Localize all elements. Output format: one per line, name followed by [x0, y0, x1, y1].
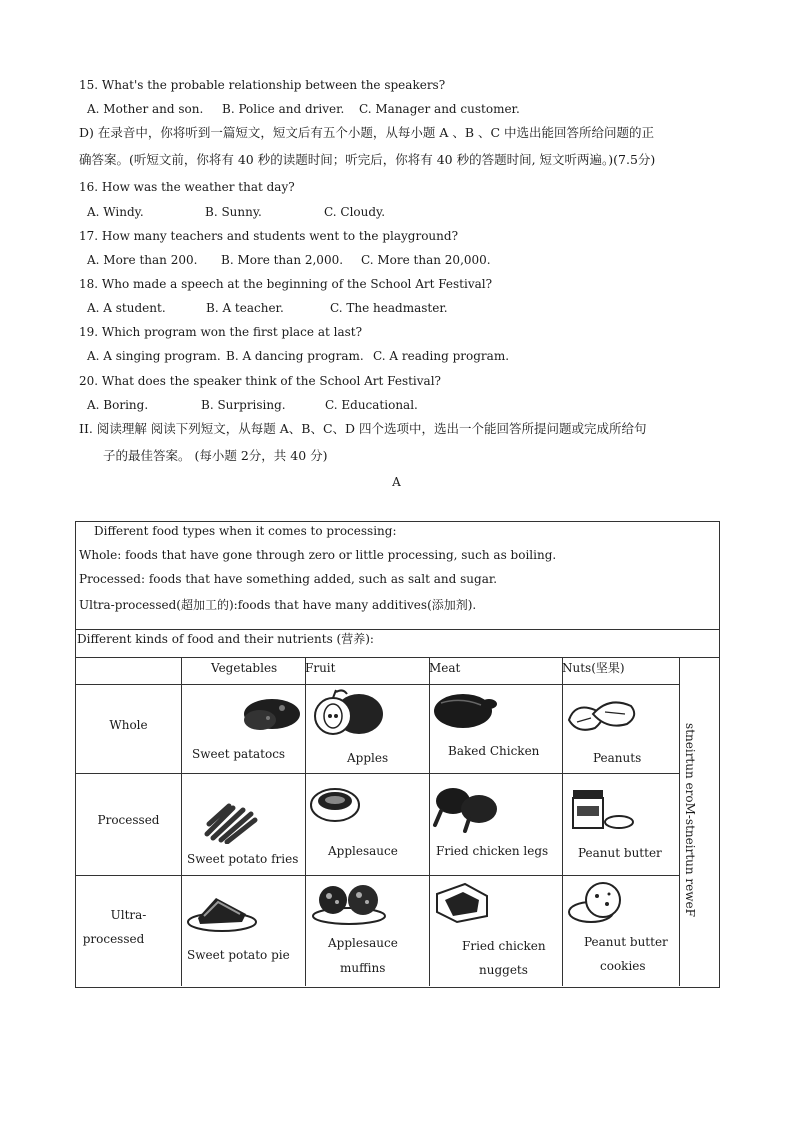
whole-vegetable-label: Sweet patatocs [192, 747, 286, 761]
column-vegetables: Vegetables [211, 661, 278, 675]
ultra-fruit-label-1: Applesauce [328, 936, 398, 950]
ultra-nuts-label-2: cookies [600, 959, 646, 973]
processed-vegetable-label: Sweet potato fries [187, 852, 299, 866]
question-20: 20. What does the speaker think of the School Art Festival? [79, 374, 441, 388]
question-19: 19. Which program won the first place at last? [79, 325, 363, 339]
q19-option-a[interactable]: A. A singing program. [87, 349, 221, 363]
table-divider [75, 684, 679, 685]
section-d-instructions-line2: 确答案。(听短文前，你将有 40 秒的读题时间；听完后，你将有 40 秒的答题时间, 短文听两遍。)(7.5分) [79, 152, 656, 167]
section-d-instructions-line1: D) 在录音中，你将听到一篇短文，短文后有五个小题，从每小题 A 、B 、C 中选出能回答所给问题的正 [79, 125, 655, 140]
column-fruit: Fruit [305, 661, 336, 675]
row-label-ultra-1: Ultra- [110, 908, 147, 922]
applesauce-image [307, 783, 363, 823]
baked-chicken-image [431, 689, 501, 733]
q15-option-a[interactable]: A. Mother and son. [87, 102, 204, 116]
apples-image [307, 686, 387, 736]
column-meat: Meat [429, 661, 461, 675]
q16-option-c[interactable]: C. Cloudy. [324, 205, 386, 219]
whole-definition: Whole: foods that have gone through zero or little processing, such as boiling. [79, 548, 557, 562]
q17-option-c[interactable]: C. More than 20,000. [361, 253, 491, 267]
table-divider [75, 657, 719, 658]
ultra-meat-label-2: nuggets [479, 963, 528, 977]
question-18: 18. Who made a speech at the beginning of the School Art Festival? [79, 277, 493, 291]
table-divider [75, 773, 679, 774]
q18-option-a[interactable]: A. A student. [87, 301, 166, 315]
question-15: 15. What's the probable relationship between the speakers? [79, 78, 446, 92]
table-divider [305, 657, 306, 986]
column-nuts: Nuts(坚果) [562, 661, 625, 675]
kinds-heading: Different kinds of food and their nutrients (营养): [77, 632, 374, 646]
question-17: 17. How many teachers and students went to the playground? [79, 229, 458, 243]
table-divider [679, 657, 680, 986]
row-label-processed: Processed [97, 813, 160, 827]
table-divider [75, 875, 679, 876]
q19-option-c[interactable]: C. A reading program. [373, 349, 510, 363]
whole-meat-label: Baked Chicken [448, 744, 540, 758]
q15-option-c[interactable]: C. Manager and customer. [359, 102, 520, 116]
q19-option-b[interactable]: B. A dancing program. [226, 349, 364, 363]
q18-option-b[interactable]: B. A teacher. [206, 301, 284, 315]
ultra-meat-label-1: Fried chicken [462, 939, 546, 953]
table-divider [562, 657, 563, 986]
table-divider [181, 657, 182, 986]
passage-label: A [392, 475, 401, 489]
table-divider [75, 629, 719, 630]
sweet-potato-pie-image [184, 890, 260, 934]
processed-definition: Processed: foods that have something added, such as salt and sugar. [79, 572, 498, 586]
reading-heading-line1: II. 阅读理解 阅读下列短文，从每题 A、B、C、D 四个选项中，选出一个能回答所提问题或完成所给句 [79, 421, 647, 436]
q17-option-a[interactable]: A. More than 200. [87, 253, 198, 267]
ultra-nuts-label-1: Peanut butter [584, 935, 668, 949]
nutrient-side-note: stneirtun eroM-stneirtun reweF [683, 723, 697, 917]
table-divider [429, 657, 430, 986]
q18-option-c[interactable]: C. The headmaster. [330, 301, 448, 315]
processed-meat-label: Fried chicken legs [436, 844, 549, 858]
peanut-butter-image [569, 784, 635, 832]
ultra-processed-definition: Ultra-processed(超加工的):foods that have many additives(添加剂). [79, 598, 477, 612]
ultra-fruit-label-2: muffins [340, 961, 386, 975]
applesauce-muffins-image [309, 880, 389, 926]
chicken-nuggets-image [431, 878, 495, 926]
reading-heading-line2: 子的最佳答案。 (每小题 2分，共 40 分) [103, 448, 328, 463]
q16-option-a[interactable]: A. Windy. [87, 205, 144, 219]
fried-chicken-legs-image [431, 783, 501, 833]
q20-option-c[interactable]: C. Educational. [325, 398, 418, 412]
whole-nuts-label: Peanuts [593, 751, 642, 765]
q20-option-b[interactable]: B. Surprising. [201, 398, 286, 412]
processed-nuts-label: Peanut butter [578, 846, 662, 860]
q16-option-b[interactable]: B. Sunny. [205, 205, 262, 219]
peanut-butter-cookies-image [565, 880, 635, 926]
q20-option-a[interactable]: A. Boring. [87, 398, 149, 412]
sweet-potatoes-image [238, 690, 302, 734]
peanuts-image [565, 694, 641, 738]
row-label-ultra-2: processed [82, 932, 145, 946]
ultra-vegetable-label: Sweet potato pie [187, 948, 290, 962]
question-16: 16. How was the weather that day? [79, 180, 295, 194]
sweet-potato-fries-image [203, 800, 259, 844]
q15-option-b[interactable]: B. Police and driver. [222, 102, 345, 116]
table-intro: Different food types when it comes to processing: [94, 524, 397, 538]
row-label-whole: Whole [109, 718, 148, 732]
whole-fruit-label: Apples [347, 751, 389, 765]
q17-option-b[interactable]: B. More than 2,000. [221, 253, 344, 267]
processed-fruit-label: Applesauce [328, 844, 398, 858]
